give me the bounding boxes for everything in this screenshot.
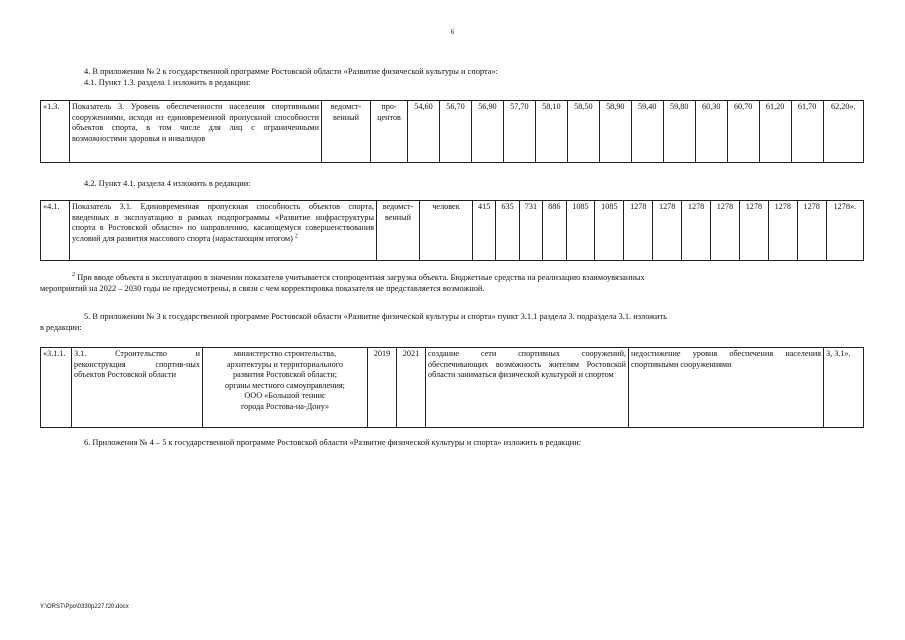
year-value: 58,50: [567, 101, 599, 163]
year-value: 61,70: [791, 101, 823, 163]
year-value: 1085: [566, 201, 595, 261]
indicator-text: Показатель 3. Уровень обеспеченности населения спортивными сооружениями, исходя из единовременной пропускной способности объектов спорта, в том числе для лиц с ограниченными возможностями здоровья и инвалидов: [70, 101, 322, 163]
executor-line: города Ростова-на-Дону»: [240, 401, 330, 411]
end-year: 2021: [397, 348, 426, 428]
footnote: [40, 272, 864, 294]
consequence: недостижение уровня обеспечения населения спортивными сооружениями: [629, 348, 824, 428]
year-value: 60,30: [695, 101, 727, 163]
year-value: 60,70: [727, 101, 759, 163]
year-value: 1278: [682, 201, 711, 261]
indicator-text: [70, 201, 377, 261]
paragraph-6: 6. Приложения № 4 – 5 к государственной программе Ростовской области «Развитие физической культуры и спорта» изложить в редакции:: [84, 438, 582, 447]
row-number: «1.3.: [41, 101, 70, 163]
year-value: 59,80: [663, 101, 695, 163]
paragraph-5: [40, 311, 864, 333]
year-value: 1278: [624, 201, 653, 261]
year-value: 62,20».: [823, 101, 863, 163]
year-value: 1278: [739, 201, 768, 261]
paragraph-5-line-2: в редакции:: [40, 323, 82, 332]
page-number: 6: [450, 28, 455, 36]
year-value: 1278: [711, 201, 740, 261]
file-path: Y:\ORST\Ppo\0330p227.f20.docx: [40, 604, 129, 610]
year-value: 61,20: [759, 101, 791, 163]
paragraph-4: 4. В приложении № 2 к государственной программе Ростовской области «Развитие физической культуры и спорта»:: [84, 67, 498, 76]
paragraph-4-2: 4.2. Пункт 4.1. раздела 4 изложить в редакции:: [84, 179, 251, 188]
executor-line: органы местного самоуправления;: [225, 380, 345, 390]
link-to-indicators: 3, 3.1».: [824, 348, 864, 428]
year-value: 731: [519, 201, 542, 261]
year-value: 56,70: [439, 101, 471, 163]
table-indicator-1-3: [40, 100, 864, 163]
footnote-line-2: мероприятий на 2022 – 2030 годы не предусмотрены, в связи с чем корректировка показателя не представляется возможной.: [40, 284, 485, 293]
footnote-ref: 2: [294, 233, 298, 240]
year-value: 415: [473, 201, 496, 261]
executor-line: развития Ростовской области;: [232, 370, 337, 380]
year-value: 58,10: [535, 101, 567, 163]
year-value: 635: [496, 201, 519, 261]
year-value: 58,90: [599, 101, 631, 163]
indicator-unit: человек: [420, 201, 473, 261]
year-value: 56,90: [471, 101, 503, 163]
executor-line: ООО «Большой теннис: [244, 391, 326, 401]
row-number: «3.1.1.: [41, 348, 72, 428]
paragraph-5-line-1: 5. В приложении № 3 к государственной программе Ростовской области «Развитие физической культуры и спорта» пункт 3.1.1 раздела 3. подраздела 3.1. изложить: [84, 312, 667, 321]
year-value: 57,70: [503, 101, 535, 163]
executor: [203, 348, 368, 428]
footnote-line-1: При вводе объекта в эксплуатацию в значении показателя учитывается стопроцентная загрузка объекта. Бюджетные средства на реализацию взаимоувязанных: [77, 273, 645, 282]
year-value: 54,60: [408, 101, 440, 163]
start-year: 2019: [368, 348, 397, 428]
table-activity-3-1-1: [40, 347, 864, 428]
year-value: 1278: [797, 201, 826, 261]
year-value: 59,40: [631, 101, 663, 163]
indicator-text-body: Показатель 3.1. Единовременная пропускная способность объектов спорта, введенных в эксплуатацию в рамках подпрограммы «Развитие инфраструктуры спорта в Ростовской области» по направлению, касающемуся совершенствования условий для развития массового спорта (нарастающим итогом): [72, 202, 374, 243]
indicator-type: ведомст-венный: [322, 101, 371, 163]
expected-result: создание сети спортивных сооружений, обеспечивающих возможность жителям Ростовской области заниматься физической культурой и спортом: [426, 348, 629, 428]
year-value: 1085: [595, 201, 624, 261]
indicator-unit: про-центов: [371, 101, 408, 163]
table-indicator-4-1: [40, 200, 864, 261]
year-value: 1278».: [826, 201, 863, 261]
activity-name: 3.1. Строительство и реконструкция спортив-ных объектов Ростовской области: [72, 348, 203, 428]
year-value: 1278: [768, 201, 797, 261]
indicator-type: ведомст-венный: [377, 201, 420, 261]
year-value: 886: [543, 201, 566, 261]
paragraph-4-1: 4.1. Пункт 1.3. раздела 1 изложить в редакции:: [84, 78, 251, 87]
executor-line: министерство строительства,: [234, 349, 336, 358]
year-value: 1278: [653, 201, 682, 261]
footnote-mark: 2: [72, 272, 75, 279]
row-number: «4.1.: [41, 201, 70, 261]
executor-line: архитектуры и территориального: [227, 359, 343, 369]
